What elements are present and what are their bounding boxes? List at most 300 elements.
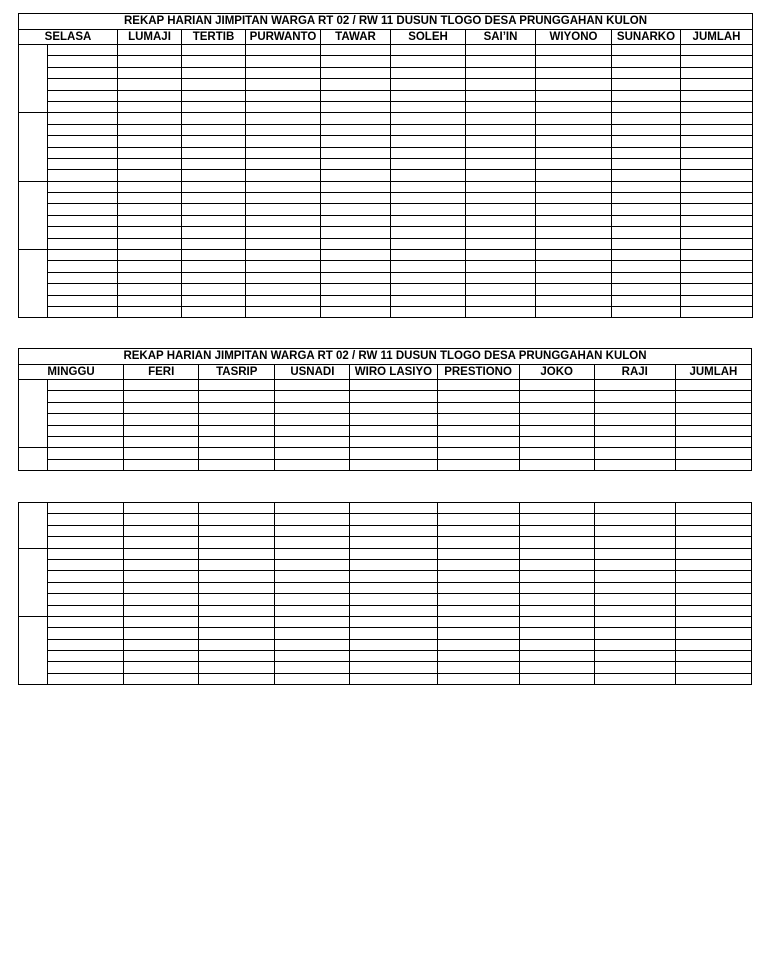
entry-cell[interactable] [675,525,751,536]
entry-cell[interactable] [321,181,391,192]
entry-cell[interactable] [321,90,391,101]
entry-cell[interactable] [321,250,391,261]
entry-cell[interactable] [466,147,536,158]
entry-cell[interactable] [124,651,199,662]
date-cell[interactable] [19,181,48,249]
row-label-cell[interactable] [48,306,118,317]
entry-cell[interactable] [681,101,753,112]
entry-cell[interactable] [246,272,321,283]
entry-cell[interactable] [681,284,753,295]
entry-cell[interactable] [246,158,321,169]
entry-cell[interactable] [437,559,519,570]
entry-cell[interactable] [466,306,536,317]
row-label-cell[interactable] [48,193,118,204]
entry-cell[interactable] [124,402,199,413]
entry-cell[interactable] [536,227,612,238]
entry-cell[interactable] [536,284,612,295]
entry-cell[interactable] [437,639,519,650]
row-label-cell[interactable] [48,448,124,459]
row-label-cell[interactable] [48,170,118,181]
entry-cell[interactable] [437,605,519,616]
entry-cell[interactable] [536,204,612,215]
row-label-cell[interactable] [48,605,124,616]
entry-cell[interactable] [391,215,466,226]
entry-cell[interactable] [437,582,519,593]
entry-cell[interactable] [612,295,681,306]
entry-cell[interactable] [275,514,350,525]
entry-cell[interactable] [246,136,321,147]
entry-cell[interactable] [199,639,275,650]
entry-cell[interactable] [275,402,350,413]
entry-cell[interactable] [536,45,612,56]
entry-cell[interactable] [675,448,751,459]
entry-cell[interactable] [612,284,681,295]
entry-cell[interactable] [182,90,246,101]
entry-cell[interactable] [536,306,612,317]
entry-cell[interactable] [391,238,466,249]
entry-cell[interactable] [675,402,751,413]
entry-cell[interactable] [536,272,612,283]
row-label-cell[interactable] [48,380,124,391]
entry-cell[interactable] [182,147,246,158]
entry-cell[interactable] [612,67,681,78]
row-label-cell[interactable] [48,250,118,261]
entry-cell[interactable] [536,79,612,90]
entry-cell[interactable] [124,425,199,436]
entry-cell[interactable] [246,204,321,215]
entry-cell[interactable] [246,90,321,101]
entry-cell[interactable] [199,673,275,684]
entry-cell[interactable] [199,559,275,570]
entry-cell[interactable] [275,628,350,639]
entry-cell[interactable] [321,101,391,112]
entry-cell[interactable] [321,136,391,147]
entry-cell[interactable] [437,380,519,391]
row-label-cell[interactable] [48,402,124,413]
entry-cell[interactable] [391,147,466,158]
entry-cell[interactable] [466,284,536,295]
entry-cell[interactable] [466,67,536,78]
entry-cell[interactable] [199,391,275,402]
entry-cell[interactable] [675,571,751,582]
entry-cell[interactable] [182,238,246,249]
entry-cell[interactable] [124,616,199,627]
entry-cell[interactable] [275,391,350,402]
entry-cell[interactable] [594,514,675,525]
entry-cell[interactable] [182,170,246,181]
entry-cell[interactable] [321,295,391,306]
entry-cell[interactable] [182,227,246,238]
entry-cell[interactable] [321,238,391,249]
entry-cell[interactable] [466,238,536,249]
entry-cell[interactable] [437,651,519,662]
entry-cell[interactable] [118,181,182,192]
entry-cell[interactable] [437,459,519,470]
entry-cell[interactable] [519,425,594,436]
entry-cell[interactable] [275,448,350,459]
entry-cell[interactable] [594,380,675,391]
entry-cell[interactable] [118,261,182,272]
entry-cell[interactable] [675,380,751,391]
entry-cell[interactable] [681,204,753,215]
entry-cell[interactable] [246,56,321,67]
entry-cell[interactable] [519,514,594,525]
entry-cell[interactable] [118,56,182,67]
entry-cell[interactable] [437,571,519,582]
entry-cell[interactable] [681,56,753,67]
entry-cell[interactable] [182,272,246,283]
entry-cell[interactable] [124,571,199,582]
entry-cell[interactable] [199,402,275,413]
entry-cell[interactable] [437,616,519,627]
row-label-cell[interactable] [48,90,118,101]
entry-cell[interactable] [182,306,246,317]
entry-cell[interactable] [612,306,681,317]
entry-cell[interactable] [391,56,466,67]
entry-cell[interactable] [391,272,466,283]
entry-cell[interactable] [118,90,182,101]
entry-cell[interactable] [350,436,437,447]
entry-cell[interactable] [681,261,753,272]
entry-cell[interactable] [675,559,751,570]
entry-cell[interactable] [612,158,681,169]
entry-cell[interactable] [321,215,391,226]
entry-cell[interactable] [519,628,594,639]
entry-cell[interactable] [519,402,594,413]
entry-cell[interactable] [275,436,350,447]
entry-cell[interactable] [536,238,612,249]
entry-cell[interactable] [118,193,182,204]
entry-cell[interactable] [182,284,246,295]
entry-cell[interactable] [466,204,536,215]
entry-cell[interactable] [350,662,437,673]
row-label-cell[interactable] [48,639,124,650]
entry-cell[interactable] [246,250,321,261]
entry-cell[interactable] [675,628,751,639]
entry-cell[interactable] [182,261,246,272]
entry-cell[interactable] [350,514,437,525]
date-cell[interactable] [19,616,48,684]
entry-cell[interactable] [466,181,536,192]
entry-cell[interactable] [275,503,350,514]
entry-cell[interactable] [437,537,519,548]
entry-cell[interactable] [321,147,391,158]
entry-cell[interactable] [124,514,199,525]
entry-cell[interactable] [681,193,753,204]
entry-cell[interactable] [124,662,199,673]
entry-cell[interactable] [519,459,594,470]
entry-cell[interactable] [350,559,437,570]
entry-cell[interactable] [118,113,182,124]
entry-cell[interactable] [350,414,437,425]
entry-cell[interactable] [612,136,681,147]
entry-cell[interactable] [275,639,350,650]
entry-cell[interactable] [199,448,275,459]
entry-cell[interactable] [391,101,466,112]
entry-cell[interactable] [321,158,391,169]
entry-cell[interactable] [350,448,437,459]
entry-cell[interactable] [124,594,199,605]
entry-cell[interactable] [182,136,246,147]
entry-cell[interactable] [612,113,681,124]
row-label-cell[interactable] [48,215,118,226]
entry-cell[interactable] [199,616,275,627]
entry-cell[interactable] [350,571,437,582]
entry-cell[interactable] [466,158,536,169]
entry-cell[interactable] [594,425,675,436]
entry-cell[interactable] [437,628,519,639]
row-label-cell[interactable] [48,459,124,470]
entry-cell[interactable] [321,67,391,78]
entry-cell[interactable] [466,56,536,67]
entry-cell[interactable] [124,414,199,425]
entry-cell[interactable] [594,673,675,684]
row-label-cell[interactable] [48,514,124,525]
entry-cell[interactable] [199,582,275,593]
entry-cell[interactable] [675,582,751,593]
entry-cell[interactable] [594,436,675,447]
entry-cell[interactable] [519,651,594,662]
entry-cell[interactable] [437,436,519,447]
entry-cell[interactable] [594,616,675,627]
entry-cell[interactable] [437,503,519,514]
row-label-cell[interactable] [48,594,124,605]
entry-cell[interactable] [182,158,246,169]
row-label-cell[interactable] [48,414,124,425]
entry-cell[interactable] [321,306,391,317]
entry-cell[interactable] [391,79,466,90]
date-cell[interactable] [19,503,48,549]
entry-cell[interactable] [594,559,675,570]
entry-cell[interactable] [594,402,675,413]
entry-cell[interactable] [466,124,536,135]
entry-cell[interactable] [437,391,519,402]
entry-cell[interactable] [246,284,321,295]
entry-cell[interactable] [437,525,519,536]
row-label-cell[interactable] [48,261,118,272]
row-label-cell[interactable] [48,284,118,295]
entry-cell[interactable] [199,514,275,525]
entry-cell[interactable] [594,537,675,548]
entry-cell[interactable] [118,45,182,56]
entry-cell[interactable] [681,79,753,90]
entry-cell[interactable] [118,158,182,169]
entry-cell[interactable] [391,295,466,306]
entry-cell[interactable] [519,571,594,582]
entry-cell[interactable] [681,181,753,192]
entry-cell[interactable] [594,414,675,425]
entry-cell[interactable] [519,605,594,616]
entry-cell[interactable] [681,124,753,135]
entry-cell[interactable] [182,79,246,90]
row-label-cell[interactable] [48,45,118,56]
entry-cell[interactable] [391,170,466,181]
entry-cell[interactable] [124,525,199,536]
entry-cell[interactable] [681,272,753,283]
entry-cell[interactable] [594,448,675,459]
entry-cell[interactable] [391,67,466,78]
row-label-cell[interactable] [48,101,118,112]
entry-cell[interactable] [466,227,536,238]
entry-cell[interactable] [350,594,437,605]
entry-cell[interactable] [124,436,199,447]
entry-cell[interactable] [519,639,594,650]
entry-cell[interactable] [275,571,350,582]
date-cell[interactable] [19,113,48,181]
entry-cell[interactable] [612,181,681,192]
entry-cell[interactable] [594,503,675,514]
date-cell[interactable] [19,448,48,471]
entry-cell[interactable] [536,261,612,272]
entry-cell[interactable] [182,181,246,192]
entry-cell[interactable] [612,45,681,56]
row-label-cell[interactable] [48,67,118,78]
entry-cell[interactable] [675,391,751,402]
entry-cell[interactable] [350,459,437,470]
row-label-cell[interactable] [48,181,118,192]
entry-cell[interactable] [437,414,519,425]
entry-cell[interactable] [246,181,321,192]
entry-cell[interactable] [118,204,182,215]
entry-cell[interactable] [437,514,519,525]
entry-cell[interactable] [536,181,612,192]
entry-cell[interactable] [536,193,612,204]
entry-cell[interactable] [246,295,321,306]
row-label-cell[interactable] [48,158,118,169]
entry-cell[interactable] [350,616,437,627]
entry-cell[interactable] [519,503,594,514]
date-cell[interactable] [19,45,48,113]
entry-cell[interactable] [681,215,753,226]
row-label-cell[interactable] [48,79,118,90]
entry-cell[interactable] [594,628,675,639]
entry-cell[interactable] [536,215,612,226]
entry-cell[interactable] [199,594,275,605]
entry-cell[interactable] [536,250,612,261]
entry-cell[interactable] [466,272,536,283]
entry-cell[interactable] [437,594,519,605]
entry-cell[interactable] [118,250,182,261]
entry-cell[interactable] [246,215,321,226]
entry-cell[interactable] [124,582,199,593]
entry-cell[interactable] [466,45,536,56]
entry-cell[interactable] [519,525,594,536]
entry-cell[interactable] [246,124,321,135]
entry-cell[interactable] [118,170,182,181]
entry-cell[interactable] [182,113,246,124]
entry-cell[interactable] [519,594,594,605]
entry-cell[interactable] [118,284,182,295]
entry-cell[interactable] [437,662,519,673]
entry-cell[interactable] [675,616,751,627]
entry-cell[interactable] [246,67,321,78]
row-label-cell[interactable] [48,295,118,306]
entry-cell[interactable] [681,170,753,181]
entry-cell[interactable] [612,124,681,135]
entry-cell[interactable] [182,67,246,78]
entry-cell[interactable] [594,571,675,582]
entry-cell[interactable] [350,639,437,650]
entry-cell[interactable] [124,559,199,570]
entry-cell[interactable] [118,147,182,158]
entry-cell[interactable] [391,181,466,192]
entry-cell[interactable] [118,306,182,317]
entry-cell[interactable] [124,605,199,616]
row-label-cell[interactable] [48,113,118,124]
entry-cell[interactable] [124,448,199,459]
row-label-cell[interactable] [48,425,124,436]
entry-cell[interactable] [391,136,466,147]
entry-cell[interactable] [246,193,321,204]
entry-cell[interactable] [321,193,391,204]
entry-cell[interactable] [275,582,350,593]
entry-cell[interactable] [612,56,681,67]
row-label-cell[interactable] [48,136,118,147]
row-label-cell[interactable] [48,227,118,238]
row-label-cell[interactable] [48,204,118,215]
entry-cell[interactable] [391,306,466,317]
entry-cell[interactable] [246,306,321,317]
entry-cell[interactable] [124,673,199,684]
entry-cell[interactable] [466,136,536,147]
row-label-cell[interactable] [48,272,118,283]
date-cell[interactable] [19,250,48,318]
date-cell[interactable] [19,548,48,616]
entry-cell[interactable] [118,295,182,306]
entry-cell[interactable] [612,204,681,215]
entry-cell[interactable] [594,639,675,650]
entry-cell[interactable] [519,436,594,447]
entry-cell[interactable] [519,391,594,402]
entry-cell[interactable] [246,227,321,238]
date-cell[interactable] [19,380,48,448]
entry-cell[interactable] [275,380,350,391]
entry-cell[interactable] [437,673,519,684]
entry-cell[interactable] [124,380,199,391]
entry-cell[interactable] [466,295,536,306]
entry-cell[interactable] [681,113,753,124]
entry-cell[interactable] [199,651,275,662]
entry-cell[interactable] [124,628,199,639]
entry-cell[interactable] [675,414,751,425]
entry-cell[interactable] [675,503,751,514]
entry-cell[interactable] [199,414,275,425]
row-label-cell[interactable] [48,673,124,684]
entry-cell[interactable] [199,503,275,514]
entry-cell[interactable] [275,414,350,425]
entry-cell[interactable] [124,503,199,514]
entry-cell[interactable] [536,147,612,158]
entry-cell[interactable] [437,425,519,436]
entry-cell[interactable] [246,147,321,158]
row-label-cell[interactable] [48,436,124,447]
row-label-cell[interactable] [48,537,124,548]
entry-cell[interactable] [612,147,681,158]
entry-cell[interactable] [466,113,536,124]
entry-cell[interactable] [275,662,350,673]
entry-cell[interactable] [594,605,675,616]
entry-cell[interactable] [519,380,594,391]
entry-cell[interactable] [321,45,391,56]
entry-cell[interactable] [118,215,182,226]
entry-cell[interactable] [246,79,321,90]
entry-cell[interactable] [466,90,536,101]
entry-cell[interactable] [182,56,246,67]
entry-cell[interactable] [321,204,391,215]
entry-cell[interactable] [536,113,612,124]
entry-cell[interactable] [199,628,275,639]
entry-cell[interactable] [681,238,753,249]
